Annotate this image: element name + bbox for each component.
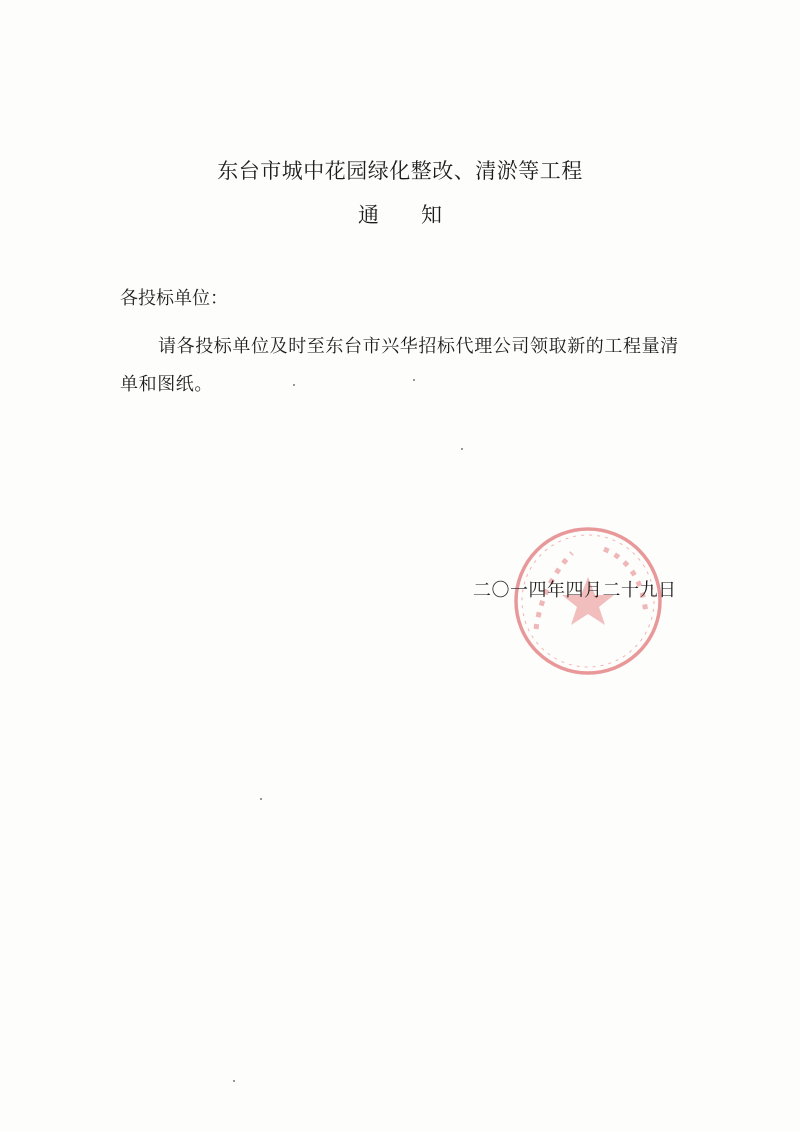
scan-speck [293, 384, 295, 386]
scan-speck [413, 379, 415, 381]
scan-speck [233, 1080, 235, 1082]
notice-subtitle: 通知 [358, 203, 484, 227]
notice-salutation: 各投标单位： [120, 288, 228, 309]
scan-speck [461, 448, 463, 450]
notice-body: 请各投标单位及时至东台市兴华招标代理公司领取新的工程量清单和图纸。 [120, 336, 679, 395]
notice-title: 东台市城中花园绿化整改、清淤等工程 [217, 159, 583, 183]
scan-speck [260, 798, 262, 800]
notice-date: 二〇一四年四月二十九日 [473, 580, 677, 601]
